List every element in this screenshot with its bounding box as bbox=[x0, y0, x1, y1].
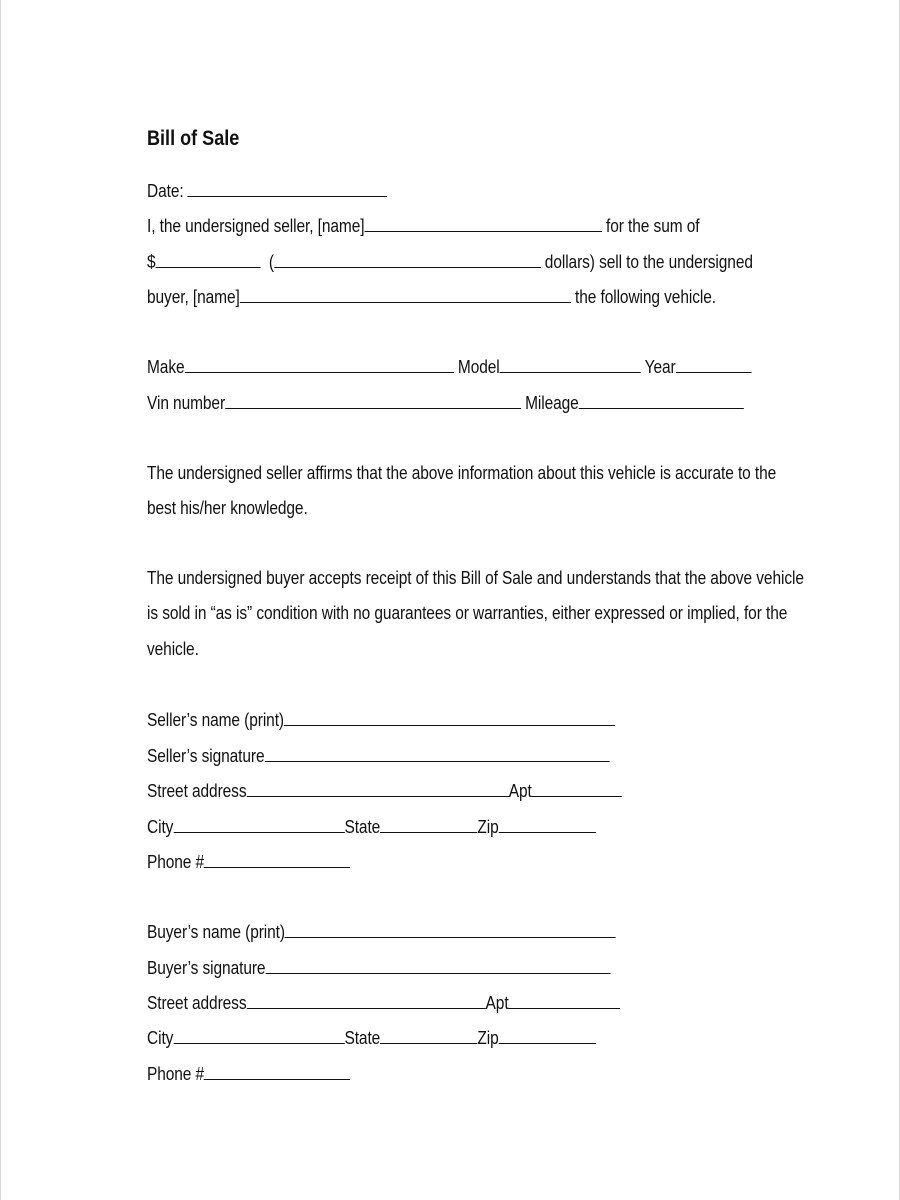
buyer-phone-blank[interactable] bbox=[204, 1062, 350, 1080]
vehicle-row-1 bbox=[147, 355, 751, 378]
buyer-signature-row bbox=[147, 956, 610, 979]
date-row bbox=[147, 179, 387, 202]
buyer-name-print-blank[interactable] bbox=[285, 920, 616, 938]
affirm-line-1: The undersigned seller affirms that the above information about this vehicle is accurate to the bbox=[147, 463, 777, 483]
year-blank[interactable] bbox=[676, 355, 752, 373]
buyer-state-label: State bbox=[344, 1028, 381, 1048]
seller-name-print-row bbox=[147, 708, 615, 731]
buyer-name-print-row bbox=[147, 920, 616, 943]
seller-state-label: State bbox=[344, 817, 381, 837]
model-label: Model bbox=[457, 357, 500, 377]
buyer-street-label: Street address bbox=[147, 993, 247, 1013]
seller-zip-blank[interactable] bbox=[499, 815, 596, 833]
seller-apt-blank[interactable] bbox=[532, 779, 622, 797]
dollar-words-blank[interactable] bbox=[274, 250, 541, 268]
date-blank[interactable] bbox=[188, 179, 388, 197]
vin-blank[interactable] bbox=[225, 391, 521, 409]
seller-name-print-label: Seller’s name (print) bbox=[147, 710, 284, 730]
model-blank[interactable] bbox=[500, 355, 641, 373]
seller-phone-blank[interactable] bbox=[204, 850, 350, 868]
seller-city-label: City bbox=[147, 817, 174, 837]
buyer-city-label: City bbox=[147, 1028, 174, 1048]
seller-intro-label: I, the undersigned seller, [name] bbox=[147, 216, 365, 236]
buyer-zip-blank[interactable] bbox=[499, 1026, 596, 1044]
seller-name-print-blank[interactable] bbox=[284, 708, 615, 726]
dollar-row bbox=[147, 250, 753, 273]
mileage-blank[interactable] bbox=[579, 391, 744, 409]
seller-signature-row bbox=[147, 744, 609, 767]
buyer-name-blank[interactable] bbox=[240, 285, 571, 303]
buyer-apt-blank[interactable] bbox=[509, 991, 621, 1009]
buyer-city-blank[interactable] bbox=[173, 1026, 344, 1044]
buyer-state-blank[interactable] bbox=[380, 1026, 477, 1044]
buyer-street-row bbox=[147, 991, 620, 1014]
seller-apt-label: Apt bbox=[508, 781, 532, 801]
dollars-sell-label: dollars) sell to the undersigned bbox=[544, 252, 753, 272]
accept-line-2: is sold in “as is” condition with no guarantees or warranties, either expressed or implied, for the bbox=[147, 603, 788, 623]
for-sum-label: for the sum of bbox=[606, 216, 700, 236]
buyer-signature-label: Buyer’s signature bbox=[147, 958, 266, 978]
following-vehicle-label: the following vehicle. bbox=[574, 287, 716, 307]
buyer-apt-label: Apt bbox=[485, 993, 509, 1013]
dollar-sign: $ bbox=[147, 252, 156, 272]
seller-phone-row bbox=[147, 850, 350, 873]
buyer-zip-label: Zip bbox=[477, 1028, 499, 1048]
seller-zip-label: Zip bbox=[477, 817, 499, 837]
buyer-name-print-label: Buyer’s name (print) bbox=[147, 922, 285, 942]
make-blank[interactable] bbox=[185, 355, 454, 373]
dollar-amount-blank[interactable] bbox=[156, 250, 261, 268]
buyer-phone-row bbox=[147, 1062, 350, 1085]
seller-signature-blank[interactable] bbox=[264, 744, 609, 762]
seller-state-blank[interactable] bbox=[380, 815, 477, 833]
buyer-street-blank[interactable] bbox=[246, 991, 485, 1009]
buyer-name-label: buyer, [name] bbox=[147, 287, 240, 307]
buyer-intro-row bbox=[147, 285, 716, 308]
seller-phone-label: Phone # bbox=[147, 852, 205, 872]
buyer-city-row bbox=[147, 1026, 596, 1049]
date-label: Date: bbox=[147, 181, 184, 201]
seller-street-label: Street address bbox=[147, 781, 247, 801]
accept-line-3: vehicle. bbox=[147, 639, 199, 659]
affirm-line-2: best his/her knowledge. bbox=[147, 498, 308, 518]
seller-signature-label: Seller’s signature bbox=[147, 746, 265, 766]
mileage-label: Mileage bbox=[525, 393, 579, 413]
accept-line-1: The undersigned buyer accepts receipt of this Bill of Sale and understands that the above vehicle bbox=[147, 568, 804, 588]
seller-city-row bbox=[147, 815, 596, 838]
seller-intro-row bbox=[147, 214, 699, 237]
seller-city-blank[interactable] bbox=[173, 815, 344, 833]
document-title: Bill of Sale bbox=[147, 127, 240, 150]
vin-label: Vin number bbox=[147, 393, 226, 413]
year-label: Year bbox=[644, 357, 676, 377]
vehicle-row-2 bbox=[147, 391, 744, 414]
open-paren: ( bbox=[268, 252, 274, 272]
buyer-signature-blank[interactable] bbox=[265, 956, 610, 974]
seller-name-blank[interactable] bbox=[364, 214, 601, 232]
make-label: Make bbox=[147, 357, 185, 377]
seller-street-row bbox=[147, 779, 622, 802]
buyer-phone-label: Phone # bbox=[147, 1064, 205, 1084]
seller-street-blank[interactable] bbox=[246, 779, 508, 797]
